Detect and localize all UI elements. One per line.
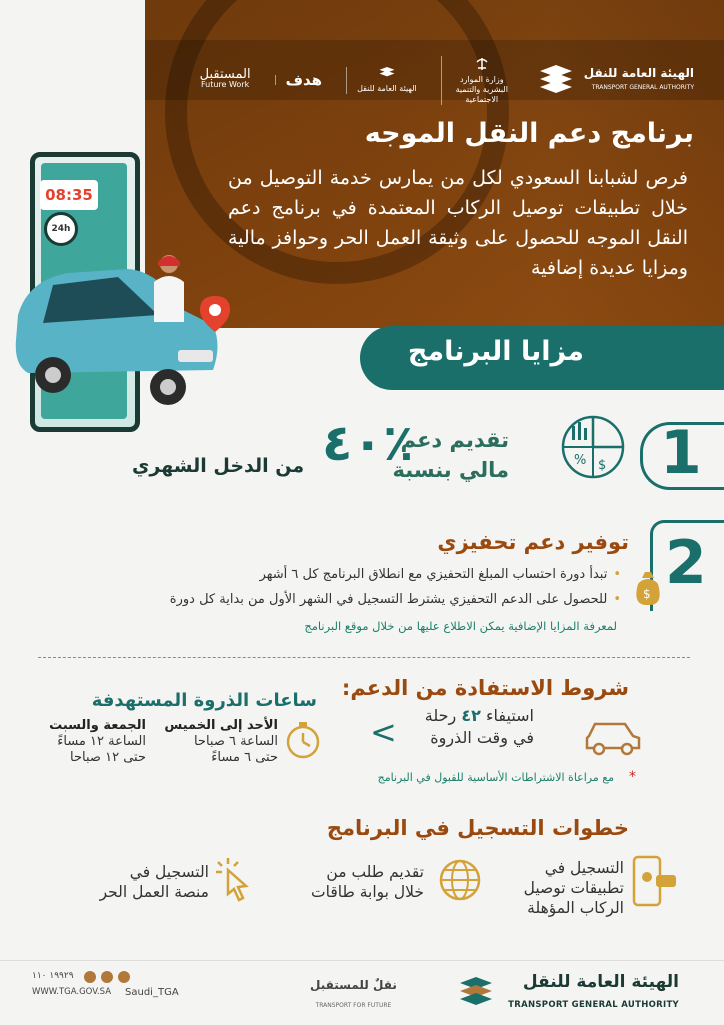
step-register-apps: التسجيل في تطبيقات توصيل الركاب المؤهلة: [523, 859, 624, 917]
tga-small-emblem-icon: [376, 67, 398, 81]
footer-tga-logo: الهيئة العامة للنقل TRANSPORT GENERAL AUTHORITY: [454, 972, 679, 1011]
svg-text:$: $: [643, 587, 651, 601]
bullet-item: • للحصول على الدعم التحفيزي يشترط التسجيل في الشهر الأول من بداية كل دورة: [141, 587, 621, 612]
conditions-note: مع مراعاة الاشتراطات الأساسية للقبول في البرنامج: [377, 771, 614, 784]
trips-requirement: استيفاء ٤٢ رحلة في وقت الذروة: [424, 706, 534, 747]
step-freelance-platform: التسجيل في منصة العمل الحر: [99, 863, 209, 901]
tga-logo: الهيئة العامة للنقل TRANSPORT GENERAL AUTHORITY: [536, 65, 694, 95]
item1-percent: ٤٠٪: [322, 414, 414, 472]
money-bag-icon: [632, 570, 664, 606]
footer-contacts: [32, 968, 179, 998]
svg-text:$: $: [598, 458, 607, 473]
location-pin-icon: [200, 296, 230, 332]
less-than-symbol: <: [370, 713, 397, 751]
youtube-icon[interactable]: [118, 971, 130, 983]
instagram-icon[interactable]: [101, 971, 113, 983]
tga-emblem-icon: [536, 65, 576, 95]
partner-logos: [190, 55, 694, 105]
page-title: برنامج دعم النقل الموجه: [364, 118, 694, 149]
bullet-item: • تبدأ دورة احتساب المبلغ التحفيزي مع انطلاق البرنامج كل ٦ أشهر: [141, 562, 621, 587]
globe-icon: [438, 858, 482, 902]
hadaf-logo: هدف: [275, 75, 333, 85]
social-handle[interactable]: Saudi_TGA: [125, 987, 179, 998]
ministry-logo: وزارة الموارد البشرية والتنمية الاجتماعية: [441, 56, 522, 105]
driver-person-icon: [150, 252, 188, 322]
click-cursor-icon: [214, 856, 256, 902]
app-phone-car-icon: [630, 855, 678, 909]
more-benefits-note: لمعرفة المزايا الإضافية يمكن الاطلاع عليها من خلال موقع البرنامج: [304, 619, 617, 633]
stopwatch-icon: [284, 720, 322, 760]
intro-text: فرص لشبابنا السعودي لكل من يمارس خدمة التوصيل من خلال تطبيقات توصيل الركاب المعتمدة في برنامج دعم النقل الموجه للحصول على وثيقة العمل الحر وحوافز مالية ومزايا عديدة إضافية: [228, 167, 688, 279]
item2-bullets: [141, 562, 621, 612]
item2-title: توفير دعم تحفيزي: [437, 530, 629, 554]
twitter-icon[interactable]: [84, 971, 96, 983]
tga-footer-emblem-icon: [454, 977, 498, 1007]
peak-weekend: الجمعة والسبت الساعة ١٢ مساءً حتى ١٢ صباحا: [49, 718, 146, 765]
item1-suffix: من الدخل الشهري: [132, 455, 305, 477]
conditions-title: شروط الاستفادة من الدعم:: [341, 676, 629, 700]
future-work-logo: المستقبل Future Work: [199, 67, 251, 89]
asterisk: *: [629, 769, 636, 785]
item2-number: 2: [665, 528, 707, 598]
peak-weekdays: الأحد إلى الخميس الساعة ٦ صباحا حتى ٦ مساءً: [164, 718, 278, 765]
peak-hours-title: ساعات الذروة المستهدفة: [91, 690, 317, 711]
item1-text: تقديم دعم مالي بنسبة: [392, 428, 509, 482]
item1-number: 1: [660, 418, 702, 488]
phone-clock: 08:35: [40, 180, 98, 210]
benefits-heading-tab: مزايا البرنامج: [360, 326, 724, 390]
car-outline-icon: [583, 716, 643, 758]
footer-slogan: نقلٌ للمستقبل TRANSPORT FOR FUTURE: [310, 978, 397, 1009]
svg-text:%: %: [574, 453, 587, 468]
car-icon: [8, 255, 223, 410]
palm-emblem-icon: [474, 56, 490, 72]
step-taqat-portal: تقديم طلب من خلال بوابة طاقات: [311, 863, 424, 901]
section-divider: [38, 657, 690, 658]
steps-title: خطوات التسجيل في البرنامج: [326, 816, 629, 840]
tga-small-logo: الهيئة العامة للنقل: [346, 67, 427, 94]
website-link[interactable]: WWW.TGA.GOV.SA: [32, 987, 112, 997]
phone-number: ١٩٩٢٩ ١١٠: [32, 970, 74, 981]
24h-badge: 24h: [44, 212, 78, 246]
finance-chart-icon: [560, 414, 626, 480]
